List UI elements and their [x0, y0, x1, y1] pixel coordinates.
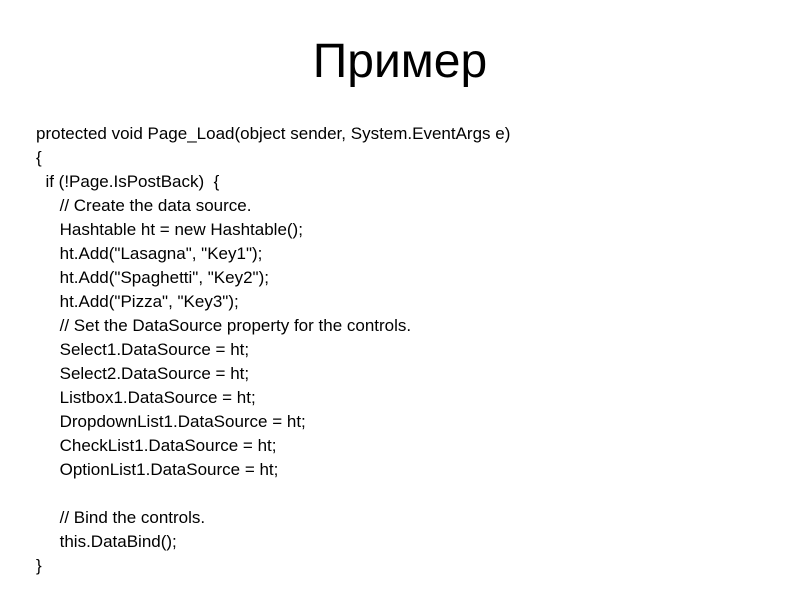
code-line: CheckList1.DataSource = ht;	[36, 436, 277, 455]
code-line: }	[36, 556, 42, 575]
code-line: this.DataBind();	[36, 532, 177, 551]
code-block	[36, 122, 510, 578]
code-line: ht.Add("Lasagna", "Key1");	[36, 244, 263, 263]
code-line: // Set the DataSource property for the controls.	[36, 316, 412, 335]
code-line: // Create the data source.	[36, 196, 252, 215]
code-line: ht.Add("Spaghetti", "Key2");	[36, 268, 269, 287]
code-line: DropdownList1.DataSource = ht;	[36, 412, 306, 431]
code-line: Select1.DataSource = ht;	[36, 340, 250, 359]
code-line: Select2.DataSource = ht;	[36, 364, 250, 383]
code-line: Listbox1.DataSource = ht;	[36, 388, 256, 407]
code-line: // Bind the controls.	[36, 508, 206, 527]
code-line: OptionList1.DataSource = ht;	[36, 460, 279, 479]
slide-title: Пример	[312, 35, 488, 88]
code-line: protected void Page_Load(object sender, System.EventArgs e)	[36, 124, 511, 143]
code-line: {	[36, 148, 42, 167]
code-line: ht.Add("Pizza", "Key3");	[36, 292, 239, 311]
code-line: if (!Page.IsPostBack) {	[36, 172, 220, 191]
code-line: Hashtable ht = new Hashtable();	[36, 220, 303, 239]
code-line-blank	[36, 482, 510, 506]
